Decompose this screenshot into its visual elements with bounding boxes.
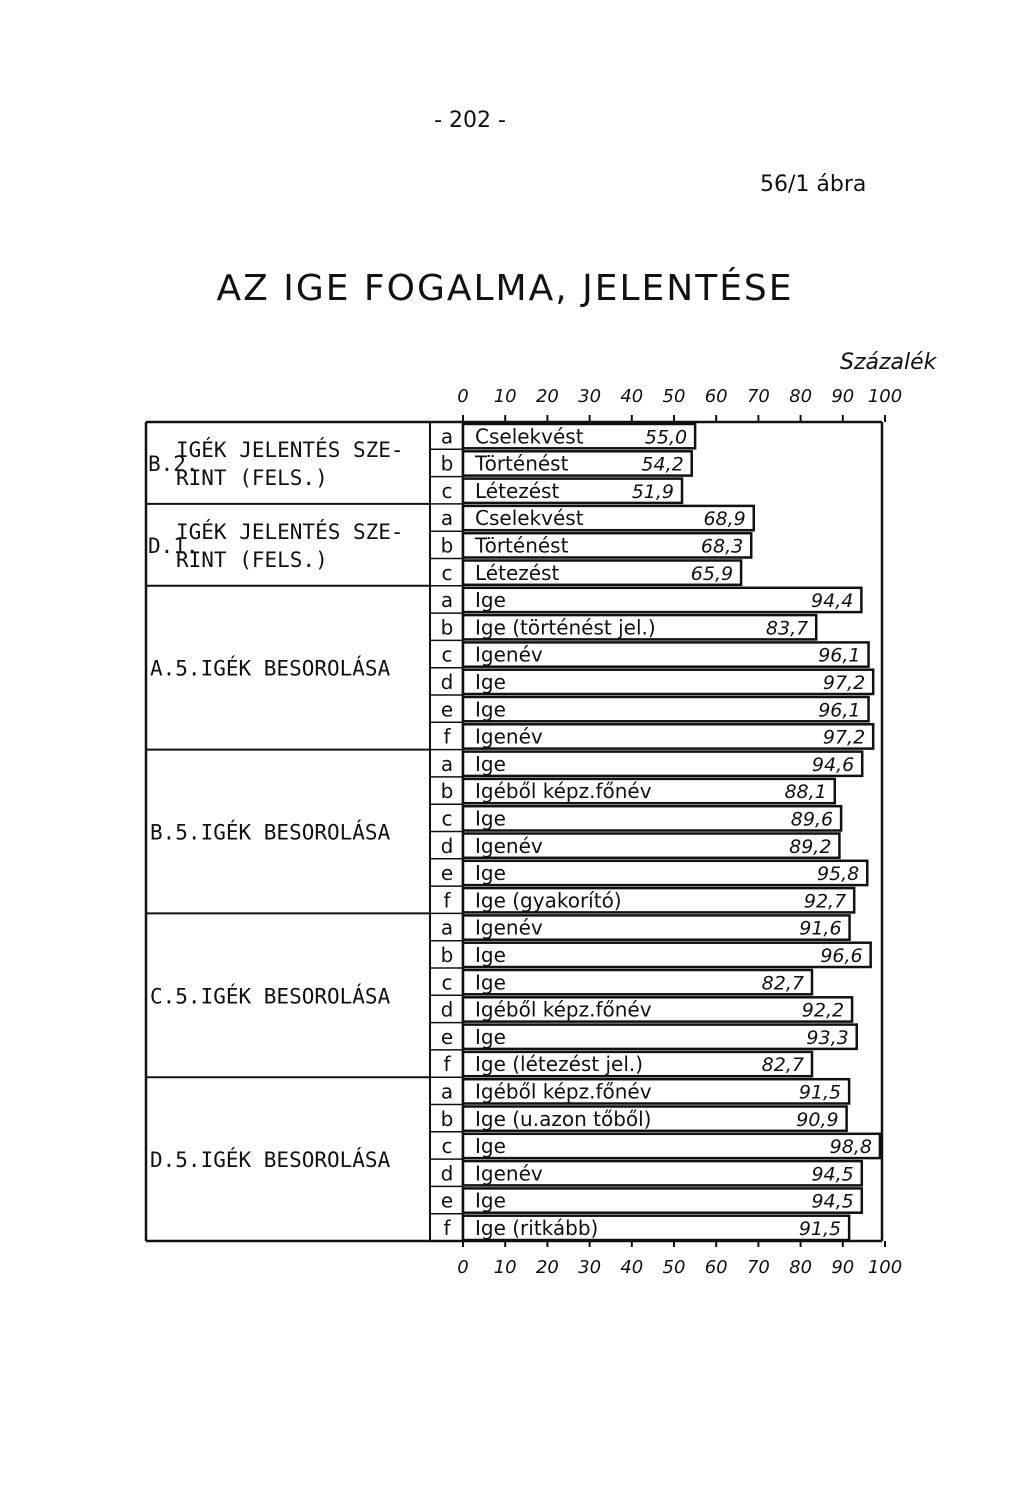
bar-letter: a: [440, 915, 454, 940]
group-label-line: IGÉK JELENTÉS SZE-: [176, 437, 404, 462]
bar-letter: a: [440, 588, 454, 613]
bar-letter: b: [440, 451, 454, 476]
bar-label: Ige (u.azon tőből): [475, 1106, 652, 1131]
unit-label: Százalék: [840, 350, 937, 375]
bar: [463, 670, 873, 694]
bar: [463, 970, 812, 994]
bar-letter: d: [440, 997, 454, 1022]
bar: [463, 1025, 857, 1049]
group-label-line: RINT (FELS.): [176, 547, 328, 572]
data-label: 94,5: [811, 1190, 854, 1213]
bar-label: Ige: [475, 751, 506, 776]
bar-letter: b: [440, 615, 454, 640]
x-tick-label-top: 80: [789, 386, 813, 407]
bar: [463, 752, 862, 776]
x-tick-label-top: 90: [831, 386, 855, 407]
group-label-prefix: B.2.: [148, 451, 199, 476]
bar-label: Ige: [475, 670, 506, 694]
bar-label: Ige: [475, 970, 506, 995]
bar-label: Ige: [475, 588, 506, 613]
x-tick-label-bottom: 80: [789, 1257, 813, 1278]
page-number: - 202 -: [434, 108, 506, 133]
x-tick-label-bottom: 10: [493, 1257, 517, 1278]
bar-letter: a: [440, 1079, 454, 1104]
bar-letter: b: [440, 1106, 454, 1131]
bar-label: Ige: [475, 1134, 506, 1159]
data-label: 91,5: [798, 1218, 842, 1240]
bar-label: Cselekvést: [475, 506, 584, 531]
x-tick-label-bottom: 100: [867, 1257, 903, 1278]
data-label: 54,2: [641, 453, 684, 476]
bar-label: Ige (gyakorító): [475, 888, 622, 913]
bar-letter: f: [443, 724, 451, 749]
data-label: 82,7: [761, 972, 804, 995]
bar-letter: c: [441, 970, 453, 995]
bar: [463, 697, 869, 721]
data-label: 91,6: [799, 917, 842, 940]
group-label-prefix: D.1.: [148, 533, 199, 558]
x-tick-label-top: 20: [535, 386, 559, 407]
figure-id: 56/1 ábra: [760, 172, 867, 197]
bar-label: Igéből képz.főnév: [475, 997, 652, 1022]
x-tick-label-bottom: 30: [578, 1257, 602, 1278]
data-label: 82,7: [761, 1054, 804, 1077]
x-tick-label-bottom: 20: [535, 1257, 559, 1278]
bar-label: Ige: [475, 943, 506, 967]
bar-label: Történést: [475, 451, 569, 476]
bar-letter: e: [440, 861, 454, 886]
bar-label: Igenév: [475, 915, 543, 940]
data-label: 94,5: [811, 1163, 854, 1186]
x-tick-label-bottom: 0: [457, 1257, 469, 1278]
bar-letter: c: [441, 478, 453, 503]
bar: [463, 588, 861, 612]
data-label: 94,6: [811, 753, 855, 776]
data-label: 92,7: [803, 890, 847, 913]
data-label: 88,1: [784, 781, 827, 804]
bar-letter: f: [443, 1216, 451, 1240]
bar-letter: c: [441, 642, 453, 667]
bar-label: Igéből képz.főnév: [475, 1079, 652, 1104]
bar-label: Ige: [475, 1188, 506, 1213]
x-tick-label-bottom: 60: [704, 1257, 728, 1278]
bar: [463, 943, 871, 967]
x-tick-label-top: 60: [704, 386, 728, 407]
data-label: 83,7: [765, 617, 809, 640]
data-label: 96,6: [820, 945, 863, 967]
bar-letter: a: [440, 506, 454, 531]
bar-label: Igenév: [475, 1161, 543, 1186]
x-tick-label-bottom: 90: [831, 1257, 855, 1278]
group-label: D.5.IGÉK BESOROLÁSA: [150, 1148, 391, 1173]
bar-label: Ige: [475, 861, 506, 886]
bar-label: Igenév: [475, 642, 543, 667]
bar-label: Ige: [475, 697, 506, 722]
bar: [463, 806, 841, 830]
bar-label: Létezést: [475, 560, 560, 585]
x-tick-label-top: 50: [662, 386, 686, 407]
bar-letter: d: [440, 1161, 454, 1186]
bar-letter: a: [440, 424, 454, 449]
bar-letter: c: [441, 806, 453, 831]
bar-label: Ige (létezést jel.): [475, 1052, 644, 1077]
x-tick-label-top: 0: [457, 386, 469, 407]
chart-title: AZ IGE FOGALMA, JELENTÉSE: [216, 268, 794, 309]
bar-label: Igéből képz.főnév: [475, 779, 652, 804]
x-tick-label-bottom: 70: [746, 1257, 770, 1278]
data-label: 89,6: [790, 808, 834, 831]
data-label: 92,2: [801, 999, 845, 1022]
bar-letter: b: [440, 943, 454, 967]
bar-letter: f: [443, 1052, 451, 1077]
group-label-line: IGÉK JELENTÉS SZE-: [176, 519, 404, 544]
bar-label: Létezést: [475, 478, 560, 503]
data-label: 51,9: [631, 480, 675, 503]
data-label: 90,9: [796, 1108, 839, 1131]
data-label: 89,2: [789, 835, 832, 858]
x-tick-label-bottom: 40: [620, 1257, 644, 1278]
bar-label: Ige: [475, 806, 506, 831]
bar-letter: d: [440, 833, 454, 858]
data-label: 97,2: [822, 672, 866, 694]
data-label: 91,5: [798, 1081, 842, 1104]
data-label: 97,2: [822, 726, 866, 749]
bar-label: Ige (történést jel.): [475, 615, 656, 640]
data-label: 94,4: [811, 590, 854, 613]
group-label: B.5.IGÉK BESOROLÁSA: [150, 820, 391, 845]
group-label-line: RINT (FELS.): [176, 465, 328, 490]
data-label: 93,3: [806, 1026, 849, 1049]
bar-label: Ige (ritkább): [475, 1216, 599, 1240]
bar-letter: b: [440, 533, 454, 558]
x-tick-label-top: 10: [493, 386, 517, 407]
group-label: A.5.IGÉK BESOROLÁSA: [150, 656, 391, 681]
data-label: 96,1: [818, 644, 861, 667]
bar-letter: a: [440, 751, 454, 776]
x-tick-label-top: 100: [867, 386, 903, 407]
data-label: 95,8: [816, 863, 860, 886]
bar: [463, 1134, 880, 1158]
bar-letter: e: [440, 1024, 454, 1049]
data-label: 68,9: [703, 508, 746, 531]
bar-label: Igenév: [475, 724, 543, 749]
bar-label: Igenév: [475, 833, 543, 858]
bar-letter: c: [441, 1134, 453, 1159]
data-label: 98,8: [829, 1136, 872, 1159]
bar: [463, 861, 867, 885]
data-label: 96,1: [818, 699, 861, 722]
data-label: 65,9: [690, 562, 734, 585]
bar-letter: d: [440, 670, 454, 694]
data-label: 68,3: [700, 535, 744, 558]
bar: [463, 1188, 862, 1212]
bar-letter: c: [441, 560, 453, 585]
x-tick-label-top: 30: [578, 386, 602, 407]
x-tick-label-top: 40: [620, 386, 644, 407]
bar-letter: b: [440, 779, 454, 804]
bar-letter: e: [440, 1188, 454, 1213]
bar-label: Ige: [475, 1024, 506, 1049]
bar-letter: f: [443, 888, 451, 913]
bar-label: Történést: [475, 533, 569, 558]
group-label: C.5.IGÉK BESOROLÁSA: [150, 984, 391, 1009]
x-tick-label-bottom: 50: [662, 1257, 686, 1278]
data-label: 55,0: [644, 426, 688, 449]
x-tick-label-top: 70: [746, 386, 770, 407]
bar-label: Cselekvést: [475, 424, 584, 449]
bar-letter: e: [440, 697, 454, 722]
